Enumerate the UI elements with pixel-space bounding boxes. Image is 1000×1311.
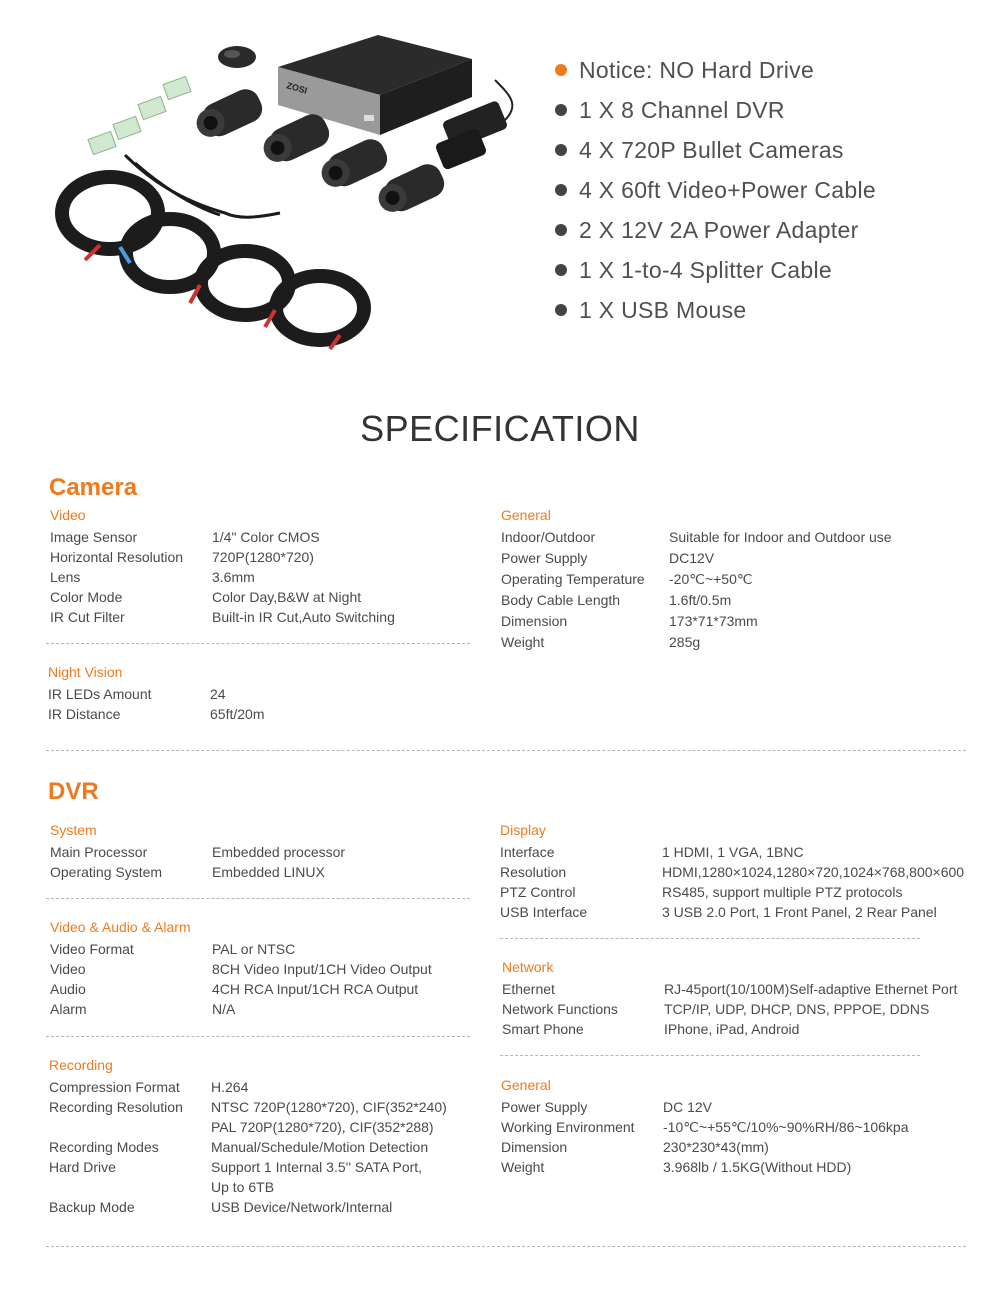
spec-value: Embedded processor bbox=[212, 844, 346, 860]
spec-row bbox=[49, 1117, 469, 1137]
spec-row bbox=[501, 1117, 981, 1137]
group-title: Night Vision bbox=[48, 664, 123, 680]
spec-row bbox=[50, 567, 470, 587]
spec-row bbox=[500, 882, 980, 902]
spec-row bbox=[502, 979, 982, 999]
spec-key: Dimension bbox=[501, 1139, 568, 1155]
spec-value: Manual/Schedule/Motion Detection bbox=[211, 1139, 429, 1155]
divider bbox=[46, 898, 470, 899]
video-power-cables-image bbox=[62, 177, 364, 349]
spec-row bbox=[501, 548, 971, 569]
spec-key: Indoor/Outdoor bbox=[501, 529, 596, 545]
spec-row bbox=[49, 1097, 469, 1117]
spec-value: 3.6mm bbox=[212, 569, 255, 585]
spec-value: Up to 6TB bbox=[211, 1179, 275, 1195]
spec-value: 720P(1280*720) bbox=[212, 549, 314, 565]
spec-row bbox=[49, 1137, 469, 1157]
spec-value: N/A bbox=[212, 1001, 236, 1017]
spec-value: -20℃~+50℃ bbox=[669, 571, 753, 587]
spec-key: Compression Format bbox=[49, 1079, 180, 1095]
spec-key: Lens bbox=[50, 569, 81, 585]
spec-row bbox=[501, 1157, 981, 1177]
spec-row bbox=[501, 632, 971, 653]
spec-value: RJ-45port(10/100M)Self-adaptive Ethernet Port bbox=[664, 981, 958, 997]
spec-key: Interface bbox=[500, 844, 555, 860]
dvr-display-group bbox=[500, 822, 980, 922]
section-divider bbox=[46, 750, 966, 751]
spec-row bbox=[49, 1157, 469, 1177]
divider bbox=[500, 1055, 920, 1056]
spec-key: Working Environment bbox=[501, 1119, 635, 1135]
spec-key: Horizontal Resolution bbox=[50, 549, 184, 565]
spec-key: Weight bbox=[501, 1159, 545, 1175]
package-item-text: 2 X 12V 2A Power Adapter bbox=[579, 216, 859, 243]
camera-general-group bbox=[501, 507, 971, 653]
spec-key: IR Distance bbox=[48, 706, 121, 722]
group-title: Display bbox=[500, 822, 546, 838]
camera-video-group bbox=[50, 507, 470, 627]
bullet-dot-icon bbox=[555, 184, 567, 196]
spec-key: Backup Mode bbox=[49, 1199, 135, 1215]
spec-value: 3.968lb / 1.5KG(Without HDD) bbox=[663, 1159, 852, 1175]
spec-row bbox=[50, 587, 470, 607]
spec-value: 173*71*73mm bbox=[669, 613, 758, 629]
spec-row bbox=[50, 939, 470, 959]
spec-value: DC 12V bbox=[663, 1099, 713, 1115]
spec-key: Audio bbox=[50, 981, 86, 997]
spec-row bbox=[50, 999, 470, 1019]
spec-value: TCP/IP, UDP, DHCP, DNS, PPPOE, DDNS bbox=[664, 1001, 930, 1017]
spec-row bbox=[501, 1137, 981, 1157]
spec-key: Network Functions bbox=[502, 1001, 618, 1017]
divider bbox=[500, 938, 920, 939]
usb-mouse-image bbox=[218, 46, 256, 68]
spec-key: IR LEDs Amount bbox=[48, 686, 152, 702]
spec-row bbox=[501, 569, 971, 590]
package-item-text: 1 X 8 Channel DVR bbox=[579, 96, 785, 123]
spec-key: USB Interface bbox=[500, 904, 588, 920]
spec-value: Support 1 Internal 3.5'' SATA Port, bbox=[211, 1159, 423, 1175]
bullet-dot-icon bbox=[555, 104, 567, 116]
screw-packs-image bbox=[88, 76, 191, 154]
spec-row bbox=[50, 842, 470, 862]
spec-value: HDMI,1280×1024,1280×720,1024×768,800×600 bbox=[662, 864, 965, 880]
spec-row bbox=[501, 590, 971, 611]
spec-key: Operating System bbox=[50, 864, 163, 880]
spec-value: 1/4" Color CMOS bbox=[212, 529, 320, 545]
spec-key: Body Cable Length bbox=[501, 592, 621, 608]
group-title: General bbox=[501, 1077, 551, 1093]
spec-key: Operating Temperature bbox=[501, 571, 645, 587]
spec-key: Power Supply bbox=[501, 1099, 588, 1115]
spec-value: 285g bbox=[669, 634, 701, 650]
spec-value: DC12V bbox=[669, 550, 715, 566]
group-title: Video & Audio & Alarm bbox=[50, 919, 191, 935]
product-package-image bbox=[40, 35, 540, 355]
group-title: System bbox=[50, 822, 97, 838]
spec-key: Ethernet bbox=[502, 981, 555, 997]
spec-value: PAL 720P(1280*720), CIF(352*288) bbox=[211, 1119, 434, 1135]
group-title: Recording bbox=[49, 1057, 113, 1073]
spec-value: 1.6ft/0.5m bbox=[669, 592, 732, 608]
dvr-recording-group bbox=[49, 1057, 469, 1217]
spec-value: -10℃~+55℃/10%~90%RH/86~106kpa bbox=[663, 1119, 909, 1135]
divider bbox=[46, 1036, 470, 1037]
spec-key bbox=[49, 1177, 211, 1197]
spec-row bbox=[49, 1177, 469, 1197]
package-item bbox=[555, 210, 876, 250]
spec-row bbox=[501, 611, 971, 632]
spec-row bbox=[50, 862, 470, 882]
spec-row bbox=[500, 862, 980, 882]
spec-key: PTZ Control bbox=[500, 884, 576, 900]
spec-row bbox=[500, 902, 980, 922]
spec-key: Recording Modes bbox=[49, 1139, 159, 1155]
spec-row bbox=[50, 979, 470, 999]
spec-value: 4CH RCA Input/1CH RCA Output bbox=[212, 981, 419, 997]
section-divider bbox=[46, 1246, 966, 1247]
divider bbox=[46, 643, 470, 644]
spec-row bbox=[50, 607, 470, 627]
spec-key: Resolution bbox=[500, 864, 567, 880]
bullet-dot-icon bbox=[555, 304, 567, 316]
spec-key: Color Mode bbox=[50, 589, 123, 605]
spec-key: Dimension bbox=[501, 613, 568, 629]
package-item bbox=[555, 90, 876, 130]
bullet-dot-icon bbox=[555, 224, 567, 236]
bullet-dot-icon bbox=[555, 64, 567, 76]
spec-key: Power Supply bbox=[501, 550, 588, 566]
specification-title: SPECIFICATION bbox=[360, 408, 640, 449]
spec-value: 230*230*43(mm) bbox=[663, 1139, 769, 1155]
spec-value: 3 USB 2.0 Port, 1 Front Panel, 2 Rear Panel bbox=[662, 904, 937, 920]
package-item bbox=[555, 50, 876, 90]
spec-value: 8CH Video Input/1CH Video Output bbox=[212, 961, 432, 977]
spec-row bbox=[49, 1197, 469, 1217]
package-item-text: 4 X 60ft Video+Power Cable bbox=[579, 176, 876, 203]
dvr-general-group bbox=[501, 1077, 981, 1177]
spec-row bbox=[50, 527, 470, 547]
dvr-video-audio-alarm-group bbox=[50, 919, 470, 1019]
spec-value: 24 bbox=[210, 686, 226, 702]
spec-row bbox=[48, 704, 468, 724]
group-title: Video bbox=[50, 507, 86, 523]
spec-key bbox=[49, 1117, 211, 1137]
spec-key: IR Cut Filter bbox=[50, 609, 125, 625]
spec-value: 1 HDMI, 1 VGA, 1BNC bbox=[662, 844, 804, 860]
bullet-dot-icon bbox=[555, 144, 567, 156]
spec-row bbox=[49, 1077, 469, 1097]
spec-value: Built-in IR Cut,Auto Switching bbox=[212, 609, 395, 625]
spec-key: Recording Resolution bbox=[49, 1099, 183, 1115]
group-title: Network bbox=[502, 959, 554, 975]
spec-key: Weight bbox=[501, 634, 545, 650]
package-item bbox=[555, 250, 876, 290]
spec-value: Embedded LINUX bbox=[212, 864, 325, 880]
spec-value: H.264 bbox=[211, 1079, 249, 1095]
spec-row bbox=[50, 959, 470, 979]
spec-key: Video Format bbox=[50, 941, 134, 957]
package-item-text: 1 X 1-to-4 Splitter Cable bbox=[579, 256, 832, 283]
spec-row bbox=[501, 1097, 981, 1117]
spec-value: IPhone, iPad, Android bbox=[664, 1021, 800, 1037]
spec-row bbox=[48, 684, 468, 704]
package-item-text: 1 X USB Mouse bbox=[579, 296, 747, 323]
camera-heading: Camera bbox=[49, 474, 138, 501]
dvr-heading: DVR bbox=[48, 778, 99, 805]
spec-row bbox=[500, 842, 980, 862]
dvr-network-group bbox=[502, 959, 982, 1039]
package-item-text: 4 X 720P Bullet Cameras bbox=[579, 136, 844, 163]
package-item bbox=[555, 290, 876, 330]
package-contents-list bbox=[555, 50, 876, 330]
spec-key: Image Sensor bbox=[50, 529, 138, 545]
group-title: General bbox=[501, 507, 551, 523]
spec-key: Alarm bbox=[50, 1001, 87, 1017]
spec-key: Main Processor bbox=[50, 844, 148, 860]
spec-key: Video bbox=[50, 961, 86, 977]
spec-value: Suitable for Indoor and Outdoor use bbox=[669, 529, 892, 545]
spec-row bbox=[502, 999, 982, 1019]
spec-value: RS485, support multiple PTZ protocols bbox=[662, 884, 903, 900]
spec-key: Hard Drive bbox=[49, 1159, 116, 1175]
package-item bbox=[555, 170, 876, 210]
spec-value: 65ft/20m bbox=[210, 706, 265, 722]
dvr-system-group bbox=[50, 822, 470, 882]
spec-value: Color Day,B&W at Night bbox=[212, 589, 362, 605]
dvr-brand-label: ZOSI bbox=[285, 80, 309, 96]
spec-key: Smart Phone bbox=[502, 1021, 584, 1037]
spec-value: NTSC 720P(1280*720), CIF(352*240) bbox=[211, 1099, 447, 1115]
spec-value: USB Device/Network/Internal bbox=[211, 1199, 393, 1215]
bullet-dot-icon bbox=[555, 264, 567, 276]
spec-value: PAL or NTSC bbox=[212, 941, 296, 957]
spec-row bbox=[501, 527, 971, 548]
camera-night-vision-group bbox=[48, 664, 468, 724]
package-item-text: Notice: NO Hard Drive bbox=[579, 56, 815, 83]
spec-row bbox=[502, 1019, 982, 1039]
package-item bbox=[555, 130, 876, 170]
spec-row bbox=[50, 547, 470, 567]
